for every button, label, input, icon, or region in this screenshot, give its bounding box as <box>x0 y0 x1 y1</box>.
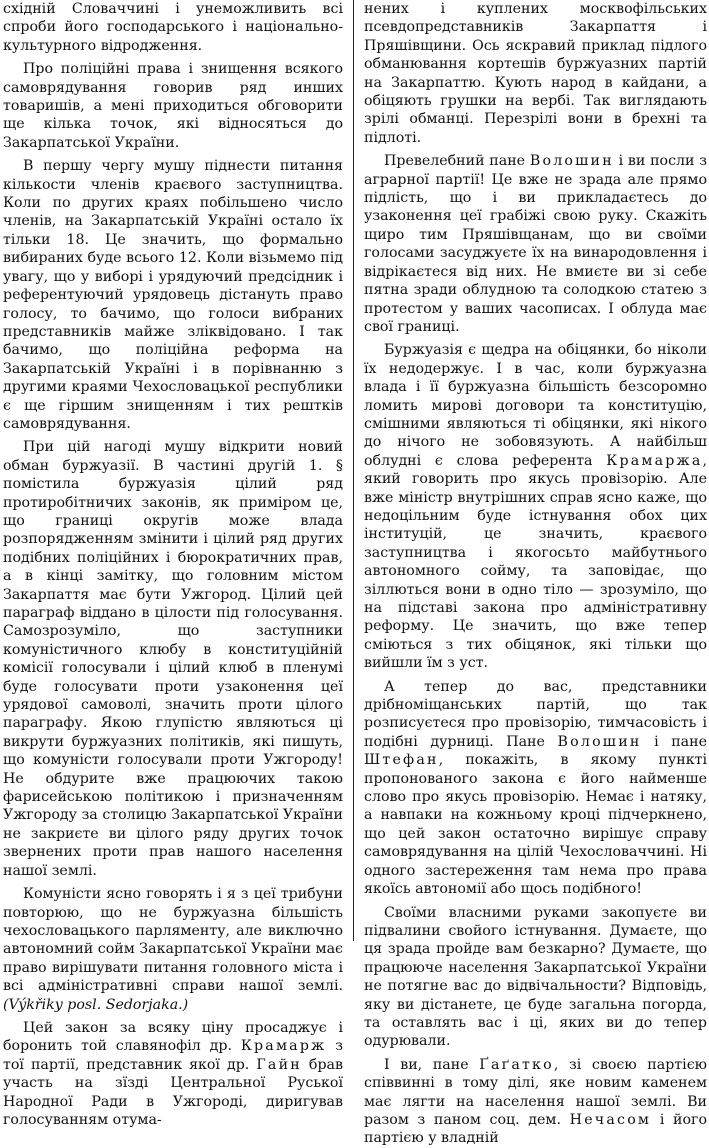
paragraph <box>3 0 343 55</box>
text-run: При цій нагоді мушу відкрити новий обман буржуазії. В частині другій 1. § помістила буржуазія цілий ряд протиробітничих законів, як приміром це, що границі округів може влада розпорядженням змінити і цілий ряд других подібних поліційних і бюрократичних прав, а в кінці замітку, що головним містом Закарпаття має бути Ужгород. Цілий цей параграф віддано в цілости під голосування. Самозрозуміло, що заступники комуністичного клюбу в конституційній комісії голосували і цілий клюб в пленумі буде голосувати проти узаконення цеї урядової самоволі, значить проти цілого параграфу. Якою глупістю являються ці викрути буржуазних політиків, які пишуть, що комуністи голосували проти Ужгороду! Не обдурите вже працюючих такою фарисейською політикою і призначенням Ужгороду за столицю Закарпатської України не закриєте ви цілого ряду других точок звернених проти прав нашого населення нашої землі. <box>3 439 343 879</box>
text-run: нених і куплених москвофільських псевдопредставників Закарпаття і Пряшівщини. Ось яскравий приклад підлого обманювання кортешів буржуазних партій на Закарпаттю. Кують народ в кайдани, а обіцяють грушки на вербі. Так виглядають зрілі обманці. Перезрілі вони в брехні та підлоті. <box>364 1 707 146</box>
text-run: В першу чергу мушу піднести питання кількости членів краєвого заступництва. Коли по других краях побільшено число членів, на Закарпатській Україні остало їх тільки 18. Це значить, що формально вибираних буде всього 12. Коли візьмемо під увагу, що у виборі і урядуючий предсідник і референтуючий урядовець дістануть право голосу, то бачимо, що голоси вибраних представників майже зліквідовано. І так бачимо, що поліційна реформа на Закарпатській Україні і в порівнанню з другими краями Чехословацької республики є ще гіршим знищенням і тих рештків самоврядування. <box>3 158 343 432</box>
paragraph <box>364 152 707 336</box>
paragraph <box>3 1019 343 1129</box>
text-run: брав участь на зїзді Центральної Руської Народної Ради в Ужгороді, диригував голосуванням отума- <box>3 1056 343 1128</box>
text-run: Цей закон за всяку ціну просаджує і боронить той славянофіл др. <box>3 1019 343 1055</box>
left-column <box>3 0 343 1128</box>
text-run: і ви посли з аграрної партії! Це вже не зрада але прямо підлість, що і ви прикладаєтесь до узаконення цеї грабіжі свою руку. Скажіть щиро тим Пряшівщанам, що ви своїми голосами засуджуєте їх на винародовлення і відрікаєтеся від них. Не вмиєте ви зі себе пятна зради облудною та солодкою статею з протестом у ваших часописах. І облуда має свої границі. <box>364 153 707 335</box>
text-run: з тої партії, представник якої др. <box>3 1038 343 1073</box>
paragraph <box>364 1056 707 1148</box>
text-run: і його партією у владній <box>364 1111 708 1147</box>
emphasized-name: Нечасом <box>569 1111 652 1128</box>
interjection-note: (Výkřiky posl. Sedorjaka.) <box>3 996 189 1013</box>
text-run: Своїми власними руками закопуєте ви підвалини свойого істнування. Думаєте, що ця зрада пройде вам безкарно? Думаєте, що працююче населення Закарпатської України не потягне вас до відвічальности? Відповідь, яку ви дістанете, це буде загальна погорда, та оставлять вас і ці, яких ви до тепер одурювали. <box>364 904 707 1050</box>
text-run: східній Словаччині і унеможливить всі спроби його господарського і національно-культурного відродження. <box>3 1 343 54</box>
text-run: І ви, пане <box>384 1056 480 1073</box>
paragraph <box>364 678 707 899</box>
paragraph <box>3 885 343 1014</box>
right-column <box>364 0 708 1147</box>
text-run: Превелебний пане <box>384 153 530 170</box>
paragraph <box>3 60 343 152</box>
emphasized-name: Волошин <box>529 153 614 170</box>
emphasized-name: Крамаржа <box>606 452 703 469</box>
emphasized-name: Гайн <box>256 1056 302 1073</box>
paragraph <box>364 0 707 147</box>
paragraph <box>3 438 343 880</box>
column-divider <box>353 0 354 941</box>
emphasized-name: Штефан <box>364 752 439 769</box>
text-run: і пане <box>641 733 707 750</box>
text-run: , який говорить про якусь провізорію. Але вже міністр внутрішних справ ясно каже, що недоцільним буде істнування обох цих інституцій, це значить, краєвого заступництва і якогосьто майбутнього автономного сойму, та заповідає, що зіллються вони в одно тіло — зрозуміло, що на підставі закона про адміністративну реформу. Це значить, що вже тепер сміються з тих обіцянок, які тільки що вийшли їм з уст. <box>364 452 707 672</box>
paragraph <box>364 904 707 1051</box>
text-run: Комуністи ясно говорять і я з цеї трибуни повторюю, що не буржуазна більшість чехословацького парляменту, але виключно автономний сойм Закарпатської України має право вирішувати питання головного міста і всі адміністративні справи нашої землі. <box>3 886 343 995</box>
text-run: А тепер до вас, представники дрібноміщанських партій, що так розписуєтеся про провізорію, тимчасовість і подібні дурниці. Пане <box>364 678 707 750</box>
text-run: , покажіть, в якому пункті пропонованого закона є його найменше слово про якусь провізорію. Немає і натяку, а навпаки на кожньому кроці підчеркнено, що цей закон остаточно вирішує справу самоврядування на цілій Чехословаччині. Ні одного застереження там нема про права якоїсь автономії або щось подібного! <box>364 752 707 898</box>
paragraph <box>364 341 707 672</box>
text-run: Буржуазія є щедра на обіцянки, бо ніколи їх недодержує. І в час, коли буржуазна влада і її буржуазна більшість безсоромно ломить мирові договори та конституцію, смішними являються ті обіцянки, які нікого до нічого не зобовязують. А найбільш облудні є слова референта <box>364 342 707 469</box>
paragraph <box>3 157 343 433</box>
emphasized-name: Ґаґатко <box>479 1056 554 1073</box>
emphasized-name: Волошин <box>557 733 642 750</box>
text-run: , зі своєю партією співвинні в тому ділі, яке новим каменем має лягти на населення нашої землі. Ви разом з паном соц. дем. <box>364 1056 707 1128</box>
emphasized-name: Крамарж <box>240 1038 327 1055</box>
text-run: Про поліційні права і знищення всякого самоврядування говорив ряд инших товаришів, а мені приходиться обговорити ще кілька точок, які відносяться до Закарпатської України. <box>3 61 343 151</box>
